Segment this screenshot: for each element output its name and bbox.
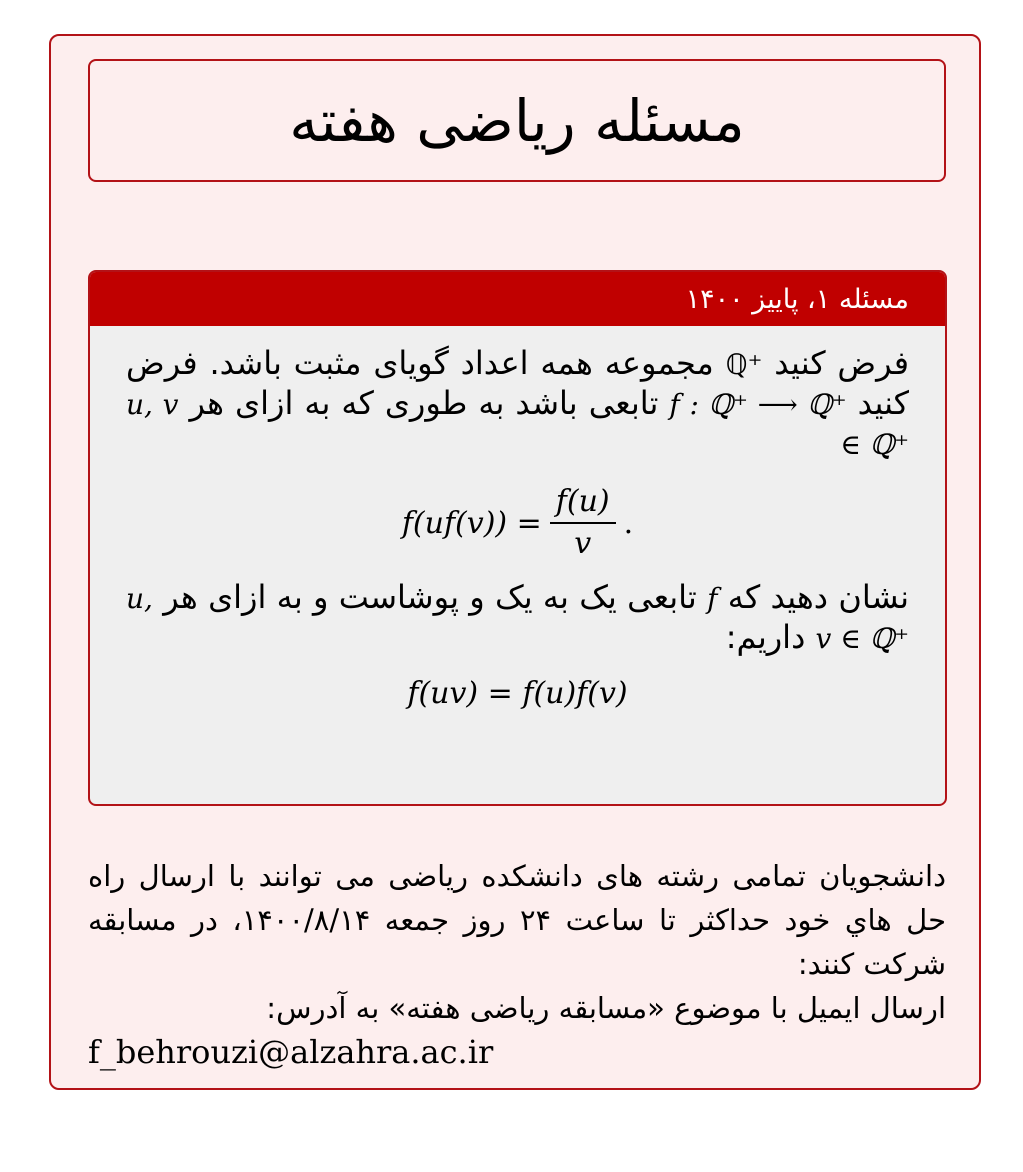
eq1-left: f(uf(v)) = [401, 505, 542, 541]
footer [88, 854, 946, 1074]
p2-uv: u, v ∈ ℚ⁺ [126, 582, 909, 655]
p1-qplus: ℚ⁺ [725, 348, 763, 381]
problem-box [88, 270, 947, 806]
problem-paragraph-1 [126, 344, 909, 464]
eq1-end: . [623, 505, 634, 541]
problem-body [90, 326, 945, 713]
page-title: مسئله ریاضی هفته [289, 86, 745, 155]
p2-text-c: داریم: [725, 618, 806, 656]
eq1-numerator: f(u) [550, 482, 616, 524]
p2-text-a: نشان دهید که [727, 578, 910, 616]
title-box [88, 59, 946, 182]
footer-text-1: دانشجویان تمامی رشته های دانشکده ریاضی می توانند با ارسال راه حل هاي خود حداکثر تا ساعت ۲۴ روز جمعه ۱۴۰۰/۸/۱۴، در مسابقه شرکت کنند: [88, 859, 947, 981]
equation-1 [126, 482, 909, 564]
poster-frame [49, 34, 981, 1090]
p2-text-b: تابعی یک به یک و پوشاست و به ازای هر [163, 578, 697, 616]
p1-text-a: فرض کنید [774, 344, 910, 382]
problem-header: مسئله ۱، پاییز ۱۴۰۰ [90, 272, 945, 326]
eq1-fraction [550, 482, 616, 564]
footer-text-2: ارسال ایمیل با موضوع «مسابقه ریاضی هفته» به آدرس: [266, 991, 946, 1025]
p1-uv: u, v ∈ ℚ⁺ [126, 388, 909, 461]
email-link[interactable]: f_behrouzi@alzahra.ac.ir [88, 1033, 494, 1071]
p1-text-b: مجموعه همه اعداد گویای مثبت باشد. فرض کنید [126, 344, 910, 422]
problem-paragraph-2 [126, 578, 909, 658]
p1-text-c: تابعی باشد به طوری که به ازای هر [189, 384, 659, 422]
p1-map: f : ℚ⁺ ⟶ ℚ⁺ [669, 388, 847, 421]
eq1-denominator: v [574, 526, 592, 561]
equation-2: f(uv) = f(u)f(v) [407, 676, 628, 711]
p2-f: f [707, 582, 718, 615]
